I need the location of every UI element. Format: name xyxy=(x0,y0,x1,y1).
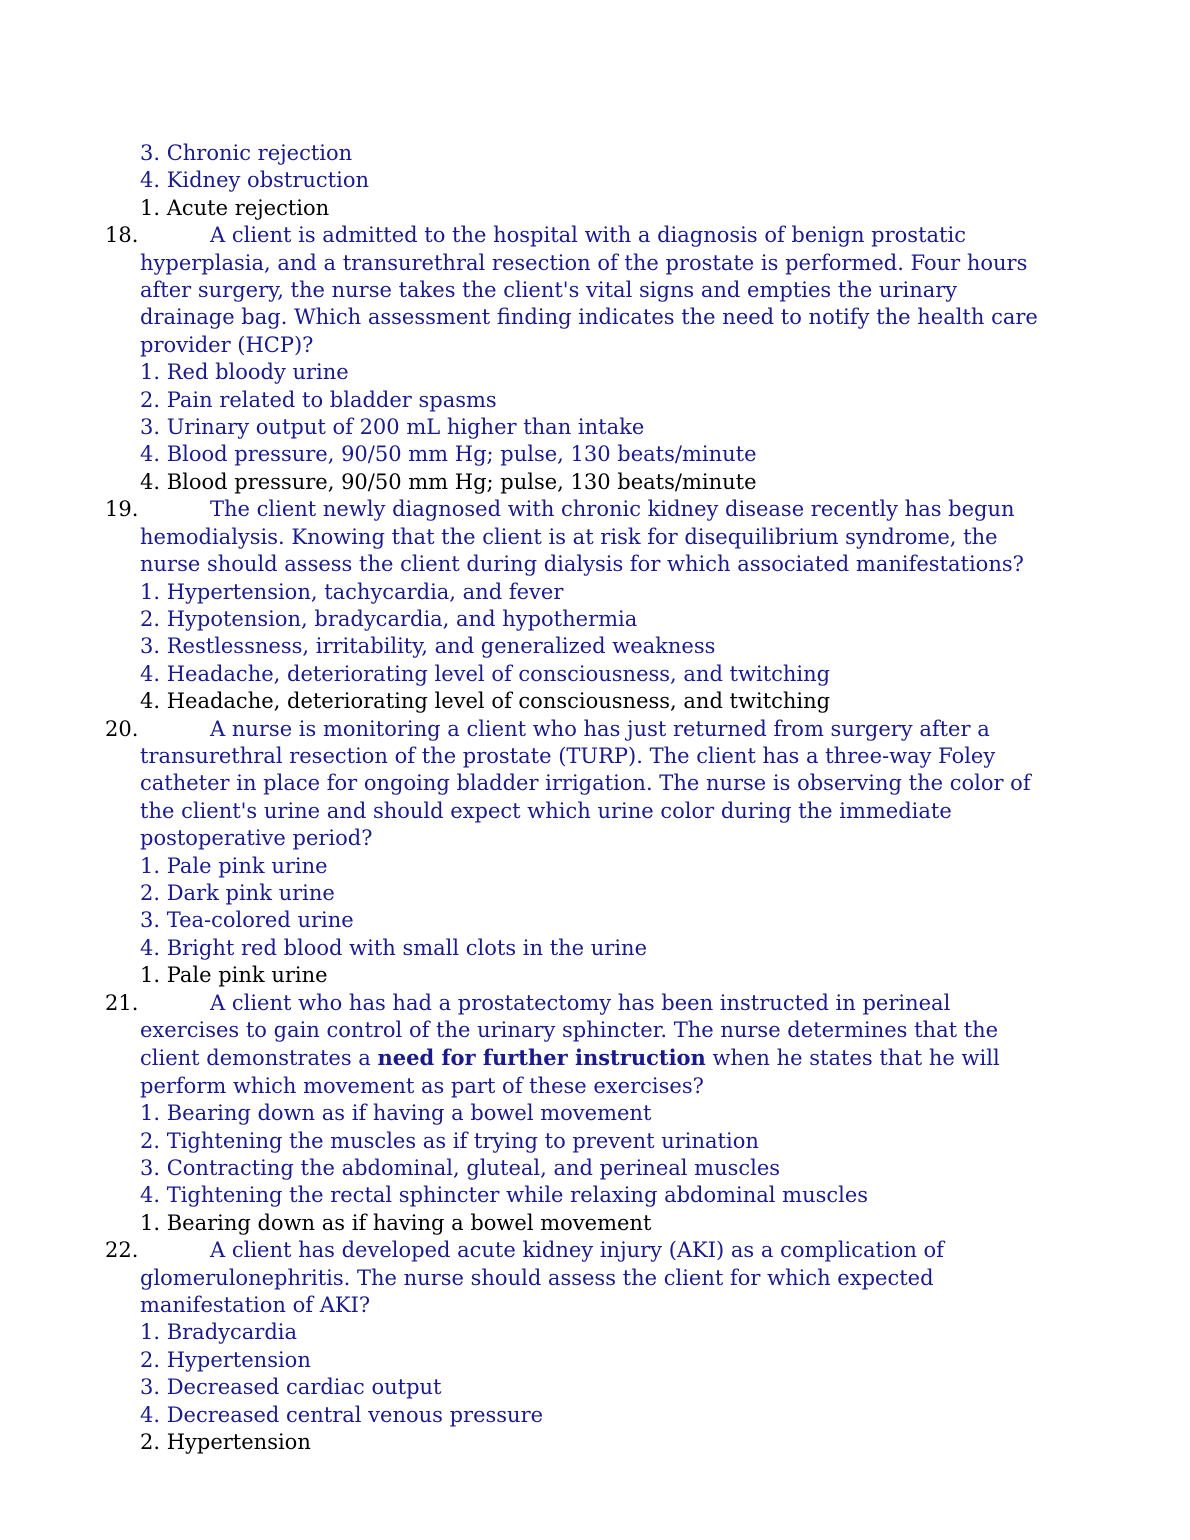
q19-option-2: 2. Hypotension, bradycardia, and hypothermia xyxy=(140,606,638,631)
document-page xyxy=(0,140,1190,1457)
q19-option-1: 1. Hypertension, tachycardia, and fever xyxy=(140,579,564,604)
prev-option-4: 4. Kidney obstruction xyxy=(140,168,370,193)
q20-option-1: 1. Pale pink urine xyxy=(140,853,328,878)
q20-option-2: 2. Dark pink urine xyxy=(140,880,335,905)
q20-answer: 1. Pale pink urine xyxy=(140,963,328,988)
question-18 xyxy=(105,222,1050,359)
question-number: 19. xyxy=(105,497,139,522)
q21-option-4: 4. Tightening the rectal sphincter while relaxing abdominal muscles xyxy=(140,1183,869,1208)
q22-option-4: 4. Decreased central venous pressure xyxy=(140,1402,544,1427)
q21-option-3: 3. Contracting the abdominal, gluteal, and perineal muscles xyxy=(140,1156,781,1181)
question-number: 22. xyxy=(105,1238,139,1263)
question-number: 20. xyxy=(105,716,139,741)
question-text-emphasis: need for further instruction xyxy=(377,1045,706,1071)
question-20 xyxy=(105,716,1050,853)
q22-option-1: 1. Bradycardia xyxy=(140,1320,298,1345)
q21-option-2: 2. Tightening the muscles as if trying to prevent urination xyxy=(140,1128,759,1153)
question-19 xyxy=(105,496,1050,578)
q20-option-4: 4. Bright red blood with small clots in the urine xyxy=(140,935,648,960)
q21-option-1: 1. Bearing down as if having a bowel movement xyxy=(140,1101,652,1126)
question-text: A client has developed acute kidney injury (AKI) as a complication of glomerulonephritis. The nurse should assess the client for which expected manifestation of AKI? xyxy=(140,1238,944,1318)
question-text xyxy=(140,990,1050,1101)
q18-option-2: 2. Pain related to bladder spasms xyxy=(140,387,497,412)
q22-answer: 2. Hypertension xyxy=(140,1430,311,1455)
question-number: 18. xyxy=(105,223,139,248)
q18-option-4: 4. Blood pressure, 90/50 mm Hg; pulse, 130 beats/minute xyxy=(140,442,757,467)
q22-option-2: 2. Hypertension xyxy=(140,1347,311,1372)
q18-option-3: 3. Urinary output of 200 mL higher than intake xyxy=(140,415,645,440)
question-text-part: when he states that he will perform which movement as part of these exercises? xyxy=(140,1046,1000,1098)
question-22 xyxy=(105,1237,1050,1319)
q18-answer: 4. Blood pressure, 90/50 mm Hg; pulse, 130 beats/minute xyxy=(140,469,757,494)
question-number: 21. xyxy=(105,990,139,1015)
q18-option-1: 1. Red bloody urine xyxy=(140,360,349,385)
q19-option-4: 4. Headache, deteriorating level of consciousness, and twitching xyxy=(140,661,831,686)
q20-option-3: 3. Tea-colored urine xyxy=(140,908,354,933)
prev-answer: 1. Acute rejection xyxy=(140,195,330,220)
question-text: A nurse is monitoring a client who has just returned from surgery after a transurethral resection of the prostate (TURP). The client has a three-way Foley catheter in place for ongoing bladder irrigation. The nurse is observing the color of the client's urine and should expect which urine color during the immediate postoperative period? xyxy=(140,716,1031,851)
q22-option-3: 3. Decreased cardiac output xyxy=(140,1375,442,1400)
q19-option-3: 3. Restlessness, irritability, and generalized weakness xyxy=(140,634,716,659)
question-text-part: A client who has had a prostatectomy has been instructed in perineal exercises to gain control of the urinary sphincter. The nurse determines that the client demonstrates a xyxy=(140,990,999,1071)
question-text: The client newly diagnosed with chronic kidney disease recently has begun hemodialysis. Knowing that the client is at risk for disequilibrium syndrome, the nurse should assess the client during dialysis for which associated manifestations? xyxy=(140,497,1024,577)
prev-option-3: 3. Chronic rejection xyxy=(140,141,353,165)
q19-answer: 4. Headache, deteriorating level of consciousness, and twitching xyxy=(140,689,831,714)
question-text: A client is admitted to the hospital with a diagnosis of benign prostatic hyperplasia, and a transurethral resection of the prostate is performed. Four hours after surgery, the nurse takes the client's vital signs and empties the urinary drainage bag. Which assessment finding indicates the need to notify the health care provider (HCP)? xyxy=(140,223,1038,357)
question-21 xyxy=(105,990,1050,1101)
q21-answer: 1. Bearing down as if having a bowel movement xyxy=(140,1210,652,1235)
